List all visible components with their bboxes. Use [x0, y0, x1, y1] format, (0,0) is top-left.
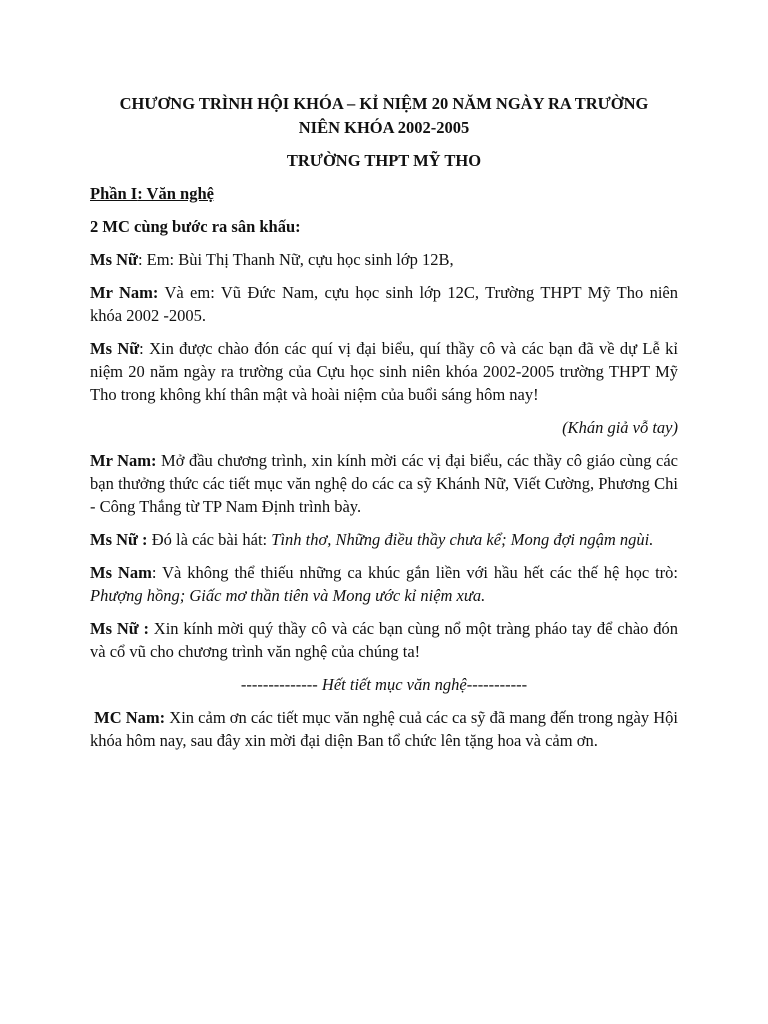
speaker-label: Ms Nữ :: [90, 619, 149, 638]
script-text: Mở đầu chương trình, xin kính mời các vị đại biểu, các thầy cô giáo cùng các bạn thưởng thức các tiết mục văn nghệ do các ca sỹ Khánh Nữ, Viết Cường, Phương Chi - Công Thắng từ TP Nam Định trình bày.: [90, 451, 678, 516]
document-page: [90, 92, 678, 762]
song-titles: Tình thơ, Những điều thầy chưa kể; Mong đợi ngậm ngùi.: [271, 530, 654, 549]
speaker-label: Ms Nữ :: [90, 530, 148, 549]
script-line-6: [90, 561, 678, 607]
script-line-2: [90, 281, 678, 327]
script-text: Xin kính mời quý thầy cô và các bạn cùng nổ một tràng pháo tay để chào đón và cổ vũ cho chương trình văn nghệ của chúng ta!: [90, 619, 678, 661]
section-heading: [90, 182, 678, 205]
script-line-3: [90, 337, 678, 406]
speaker-label: Ms Nữ: [90, 250, 138, 269]
script-line-1: [90, 248, 678, 271]
script-text: Đó là các bài hát:: [147, 530, 272, 549]
divider-dashes-left: --------------: [240, 675, 322, 694]
divider-dashes-right: -----------: [466, 675, 528, 694]
script-line-7: [90, 617, 678, 663]
speaker-label: Mr Nam:: [90, 451, 157, 470]
script-line-8: [90, 706, 678, 752]
title-line-2: NIÊN KHÓA 2002-2005: [298, 118, 470, 137]
divider-text: Hết tiết mục văn nghệ: [321, 675, 467, 694]
script-text: : Và không thể thiếu những ca khúc gắn liền với hầu hết các thế hệ học trò:: [151, 563, 679, 582]
section-title: : Văn nghệ: [137, 184, 214, 203]
song-titles: Phượng hồng; Giấc mơ thần tiên và Mong ước kỉ niệm xưa.: [90, 586, 486, 605]
stage-note: (Khán giả vỗ tay): [562, 418, 678, 437]
script-text: Xin cảm ơn các tiết mục văn nghệ cuả các ca sỹ đã mang đến trong ngày Hội khóa hôm nay, sau đây xin mời đại diện Ban tổ chức lên tặng hoa và cảm ơn.: [90, 708, 678, 750]
speaker-label: Ms Nữ: [90, 339, 140, 358]
intro-line: 2 MC cùng bước ra sân khấu:: [90, 217, 301, 236]
speaker-label: MC Nam:: [90, 708, 166, 727]
section-label: Phần I: [90, 184, 138, 203]
speaker-label: Mr Nam:: [90, 283, 159, 302]
document-title: [90, 92, 678, 140]
script-text: : Xin được chào đón các quí vị đại biểu, quí thầy cô và các bạn đã về dự Lễ kỉ niệm 20 năm ngày ra trường của Cựu học sinh niên khóa 2002-2005 trường THPT Mỹ Tho trong không khí thân mật và hoài niệm của buổi sáng hôm nay!: [90, 339, 679, 404]
script-line-5: [90, 528, 678, 551]
section-divider: [90, 673, 678, 696]
script-line-4: [90, 449, 678, 518]
script-text: : Em: Bùi Thị Thanh Nữ, cựu học sinh lớp 12B,: [137, 250, 454, 269]
script-text: Và em: Vũ Đức Nam, cựu học sinh lớp 12C, Trường THPT Mỹ Tho niên khóa 2002 -2005.: [90, 283, 678, 325]
title-line-1: CHƯƠNG TRÌNH HỘI KHÓA – KỈ NIỆM 20 NĂM NGÀY RA TRƯỜNG: [119, 94, 649, 113]
school-name: TRƯỜNG THPT MỸ THO: [286, 151, 482, 170]
speaker-label: Ms Nam: [90, 563, 152, 582]
